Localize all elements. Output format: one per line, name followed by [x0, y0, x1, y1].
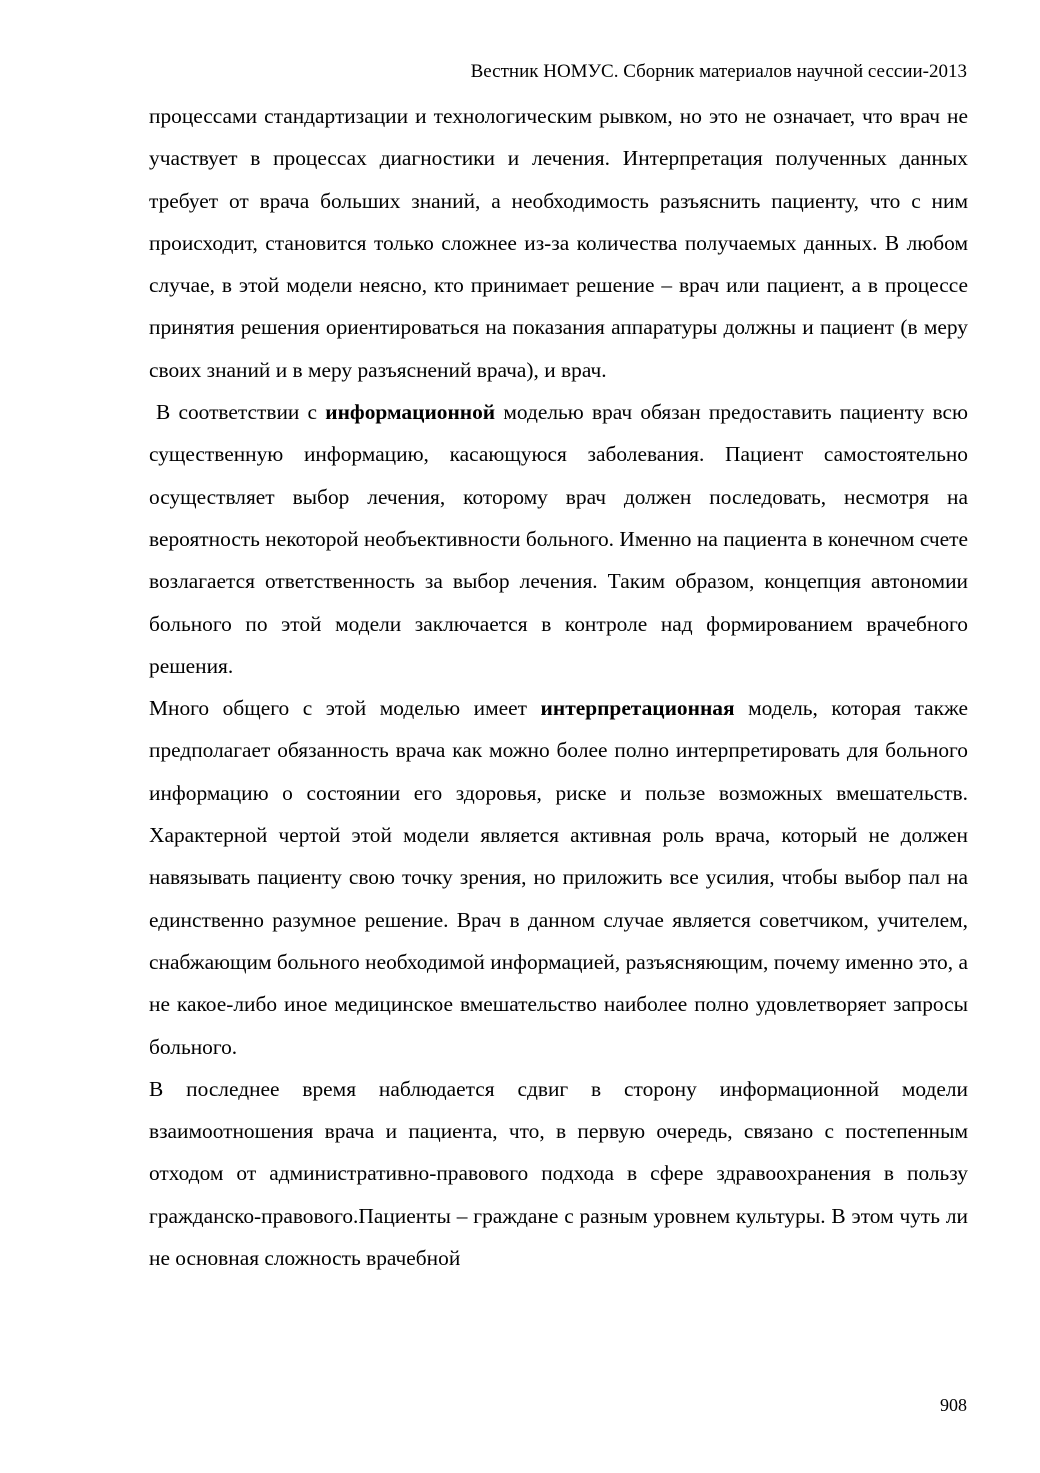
paragraph-3 — [149, 687, 968, 1068]
paragraph-2 — [149, 391, 968, 687]
paragraph-1: процессами стандартизации и технологическим рывком, но это не означает, что врач не участвует в процессах диагностики и лечения. Интерпретация полученных данных требует от врача больших знаний, а необходимость разъяснить пациенту, что с ним происходит, становится только сложнее из-за количества получаемых данных. В любом случае, в этой модели неясно, кто принимает решение – врач или пациент, а в процессе принятия решения ориентироваться на показания аппаратуры должны и пациент (в меру своих знаний и в меру разъяснений врача), и врач. — [149, 104, 968, 382]
paragraph-4: В последнее время наблюдается сдвиг в сторону информационной модели взаимоотношения врача и пациента, что, в первую очередь, связано с постепенным отходом от административно-правового подхода в сфере здравоохранения в пользу гражданско-правового.Пациенты – граждане с разным уровнем культуры. В этом чуть ли не основная сложность врачебной — [149, 1076, 968, 1271]
paragraph-2-lead: В соответствии с — [156, 400, 326, 425]
running-header: Вестник НОМУС. Сборник материалов научной сессии-2013 — [470, 61, 967, 82]
term-informational: информационной — [325, 400, 496, 425]
paragraph-2-rest: моделью врач обязан предоставить пациенту всю существенную информацию, касающуюся заболевания. Пациент самостоятельно осуществляет выбор лечения, которому врач должен последовать, несмотря на вероятность некоторой необъективности больного. Именно на пациента в конечном счете возлагается ответственность за выбор лечения. Таким образом, концепция автономии больного по этой модели заключается в контроле над формированием врачебного решения. — [149, 400, 968, 678]
paragraph-3-lead: Много общего с этой моделью имеет — [149, 696, 541, 721]
body-text — [149, 95, 968, 1279]
page-number: 908 — [940, 1395, 967, 1415]
paragraph-3-rest: модель, которая также предполагает обязанность врача как можно более полно интерпретировать для больного информацию о состоянии его здоровья, риске и пользе возможных вмешательств. Характерной чертой этой модели является активная роль врача, который не должен навязывать пациенту свою точку зрения, но приложить все усилия, чтобы выбор пал на единственно разумное решение. Врач в данном случае является советчиком, учителем, снабжающим больного необходимой информацией, разъясняющим, почему именно это, а не какое-либо иное медицинское вмешательство наиболее полно удовлетворяет запросы больного. — [149, 696, 968, 1059]
term-interpretational: интерпретационная — [540, 696, 735, 721]
